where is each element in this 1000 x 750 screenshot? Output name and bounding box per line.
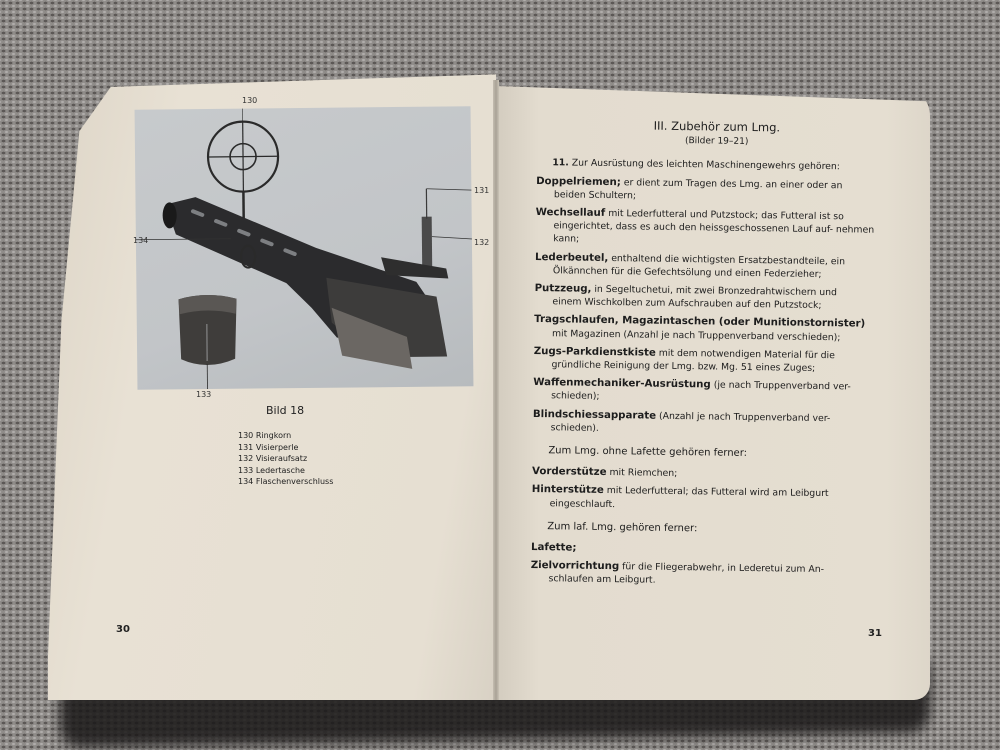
machine-gun-illustration [135,106,474,390]
entry-vorderstuetze: Vorderstütze mit Riemchen; [531,466,678,480]
entry-hinterstuetze: Hinterstütze mit Lederfutteral; das Futteral wird am Leibgurt eingeschlauft. [531,484,829,510]
entry-putzzeug: Putzzeug, in Segeltuchetui, mit zwei Bronzedrahtwischern und einem Wischkolben zum Aufschrauben auf den Putzstock; [534,283,838,312]
page-number-left: 30 [116,624,130,635]
callout-130: 130 [242,96,258,105]
entry-zugs-parkdienstkiste: Zugs-Parkdienstkiste mit dem notwendigen Material für die gründliche Reinigung der Lmg. bzw. Mg. 51 eines Zuges; [533,345,835,374]
entry-zielvorrichtung: Zielvorrichtung für die Fliegerabwehr, in Lederetui zum An- schlaufen am Leibgurt. [530,560,825,587]
figure-legend [238,430,333,488]
entry-waffenmechaniker: Waffenmechaniker-Ausrüstung (je nach Truppenverband ver- schieden); [533,377,851,403]
entry-lederbeutel: Lederbeutel, enthaltend die wichtigsten Ersatzbestandteile, ein Ölkännchen für die Gefechtsölung und einen Federzieher; [534,251,846,280]
figure-caption: Bild 18 [266,404,305,417]
right-page-text [530,118,887,596]
subhead-laf: Zum laf. Lmg. gehören ferner: [547,521,698,535]
callout-133: 133 [196,390,212,399]
entry-doppelriemen: Doppelriemen; er dient zum Tragen des Lmg. an einer oder an beiden Schultern; [536,175,843,202]
ledertasche-pouch-icon [178,295,237,390]
legend-item: 133 Ledertasche [238,465,305,475]
entry-wechsellauf: Wechsellauf mit Lederfutteral und Putzstock; das Futteral ist so eingerichtet, dass es auch den heissgeschossenen Lauf auf- nehmen kann; [535,207,875,246]
entry-lafette: Lafette; [530,542,577,554]
legend-item: 131 Visierperle [238,442,299,452]
ringkorn-sight-icon [207,106,278,224]
entry-tragschlaufen: Tragschlaufen, Magazintaschen (oder Munitionstornister) mit Magazinen (Anzahl je nach Truppenverband verschieden); [534,314,866,343]
subhead-ohne-lafette: Zum Lmg. ohne Lafette gehören ferner: [548,445,748,460]
section-title: III. Zubehör zum Lmg. [653,118,781,135]
callout-132: 132 [474,238,490,247]
page-number-right: 31 [868,628,882,639]
book-spine-gutter [493,80,499,700]
legend-item: 130 Ringkorn [238,431,292,440]
legend-item: 134 Flaschenverschluss [238,477,334,486]
intro-paragraph: 11. Zur Ausrüstung des leichten Maschinengewehrs gehören: [552,157,841,173]
callout-131: 131 [474,186,490,195]
legend-item: 132 Visieraufsatz [238,454,308,463]
callout-134: 134 [133,236,149,245]
figure-bild-18 [135,106,474,390]
section-subtitle: (Bilder 19–21) [684,136,749,148]
entry-blindschiessapparate: Blindschiessapparate (Anzahl je nach Truppenverband ver- schieden). [532,408,831,434]
